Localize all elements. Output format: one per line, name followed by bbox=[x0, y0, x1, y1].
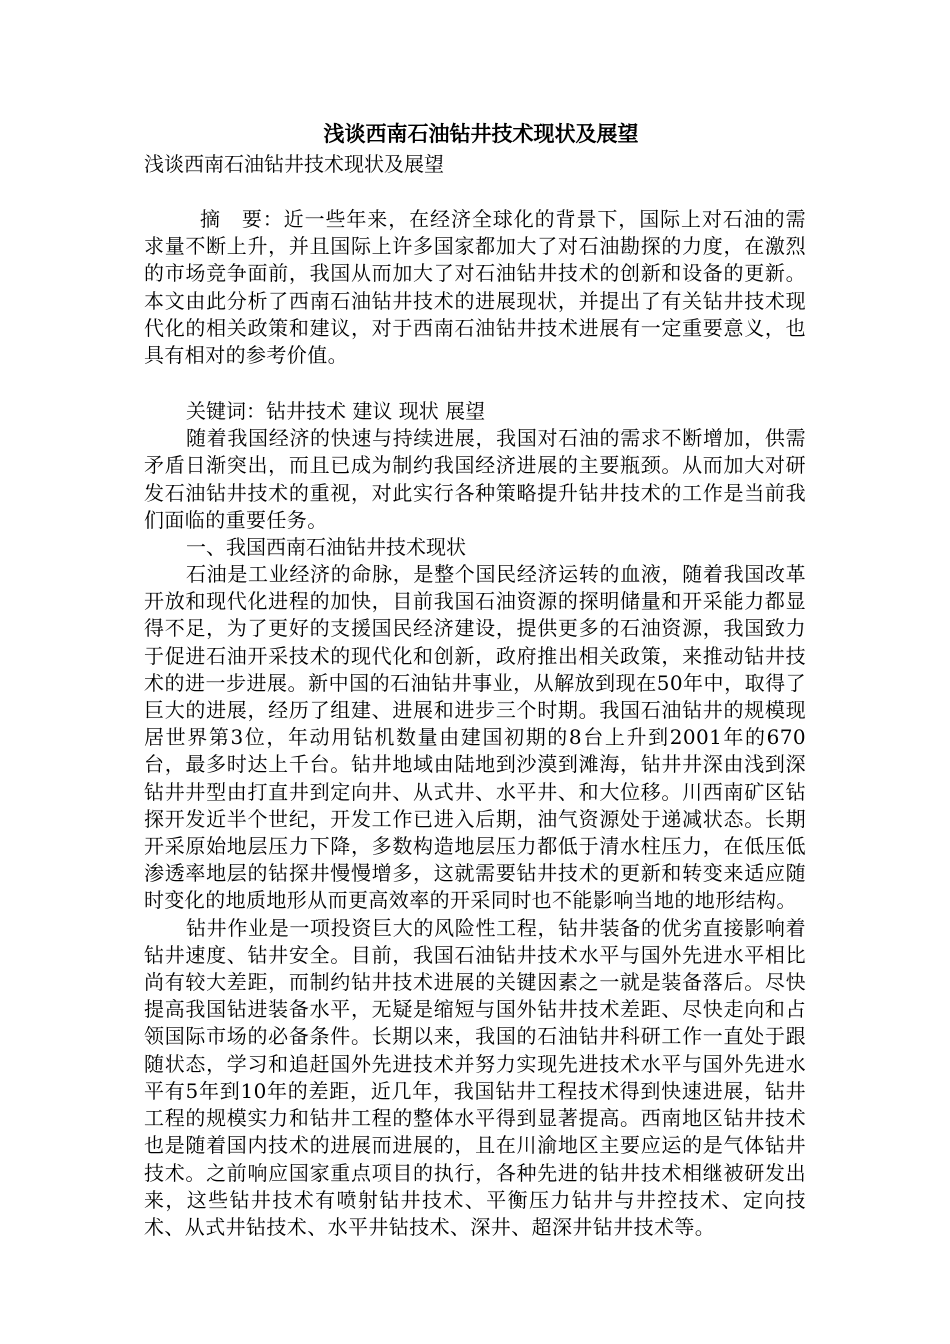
body-paragraph: 石油是工业经济的命脉，是整个国民经济运转的血液，随着我国改革开放和现代化进程的加快，目前我国石油资源的探明储量和开采能力都显得不足，为了更好的支援国民经济建设，提供更多的石油资源，我国致力于促进石油开采技术的现代化和创新，政府推出相关政策，来推动钻井技术的进一步进展。新中国的石油钻井事业，从解放到现在50年中，取得了巨大的进展，经历了组建、进展和进步三个时期。我国石油钻井的规模现居世界第3位，年动用钻机数量由建国初期的8台上升到2001年的670台，最多时达上千台。钻井地域由陆地到沙漠到滩海，钻井井深由浅到深钻井井型由打直井到定向井、从式井、水平井、和大位移。川西南矿区钻探开发近半个世纪，开发工作已进入后期，油气资源处于递减状态。长期开采原始地层压力下降，多数构造地层压力都低于清水柱压力，在低压低渗透率地层的钻探井慢慢增多，这就需要钻井技术的更新和转变来适应随时变化的地质地形从而更高效率的开采同时也不能影响当地的地形结构。 bbox=[144, 562, 806, 913]
abstract-paragraph: 摘 要：近一些年来，在经济全球化的背景下，国际上对石油的需求量不断上升，并且国际上许多国家都加大了对石油勘探的力度，在激烈的市场竞争面前，我国从而加大了对石油钻井技术的创新和设备的更新。本文由此分析了西南石油钻井技术的进展现状，并提出了有关钻井技术现代化的相关政策和建议，对于西南石油钻井技术进展有一定重要意义，也具有相对的参考价值。 bbox=[144, 207, 806, 368]
document-subtitle: 浅谈西南石油钻井技术现状及展望 bbox=[144, 152, 444, 176]
document-title: 浅谈西南石油钻井技术现状及展望 bbox=[323, 121, 639, 146]
blank-line bbox=[144, 178, 806, 206]
keywords-line: 关键词：钻井技术 建议 现状 展望 bbox=[186, 399, 486, 424]
section-heading: 一、我国西南石油钻井技术现状 bbox=[186, 535, 466, 560]
body-paragraph: 钻井作业是一项投资巨大的风险性工程，钻井装备的优劣直接影响着钻井速度、钻井安全。目前，我国石油钻井技术水平与国外先进水平相比尚有较大差距，而制约钻井技术进展的关键因素之一就是装备落后。尽快提高我国钻进装备水平，无疑是缩短与国外钻井技术差距、尽快走向和占领国际市场的必备条件。长期以来，我国的石油钻井科研工作一直处于跟随状态，学习和追赶国外先进技术并努力实现先进技术水平与国外先进水平有5年到10年的差距，近几年，我国钻井工程技术得到快速进展，钻井工程的规模实力和钻井工程的整体水平得到显著提高。西南地区钻井技术也是随着国内技术的进展而进展的，且在川渝地区主要应运的是气体钻井技术。之前响应国家重点项目的执行，各种先进的钻井技术相继被研发出来，这些钻井技术有喷射钻井技术、平衡压力钻井与井控技术、定向技术、从式井钻技术、水平井钻技术、深井、超深井钻井技术等。 bbox=[144, 915, 806, 1239]
blank-line bbox=[144, 369, 806, 397]
intro-paragraph: 随着我国经济的快速与持续进展，我国对石油的需求不断增加，供需矛盾日渐突出，而且已成为制约我国经济进展的主要瓶颈。从而加大对研发石油钻井技术的重视，对此实行各种策略提升钻井技术的工作是当前我们面临的重要任务。 bbox=[144, 426, 806, 532]
document-page bbox=[144, 118, 806, 1241]
